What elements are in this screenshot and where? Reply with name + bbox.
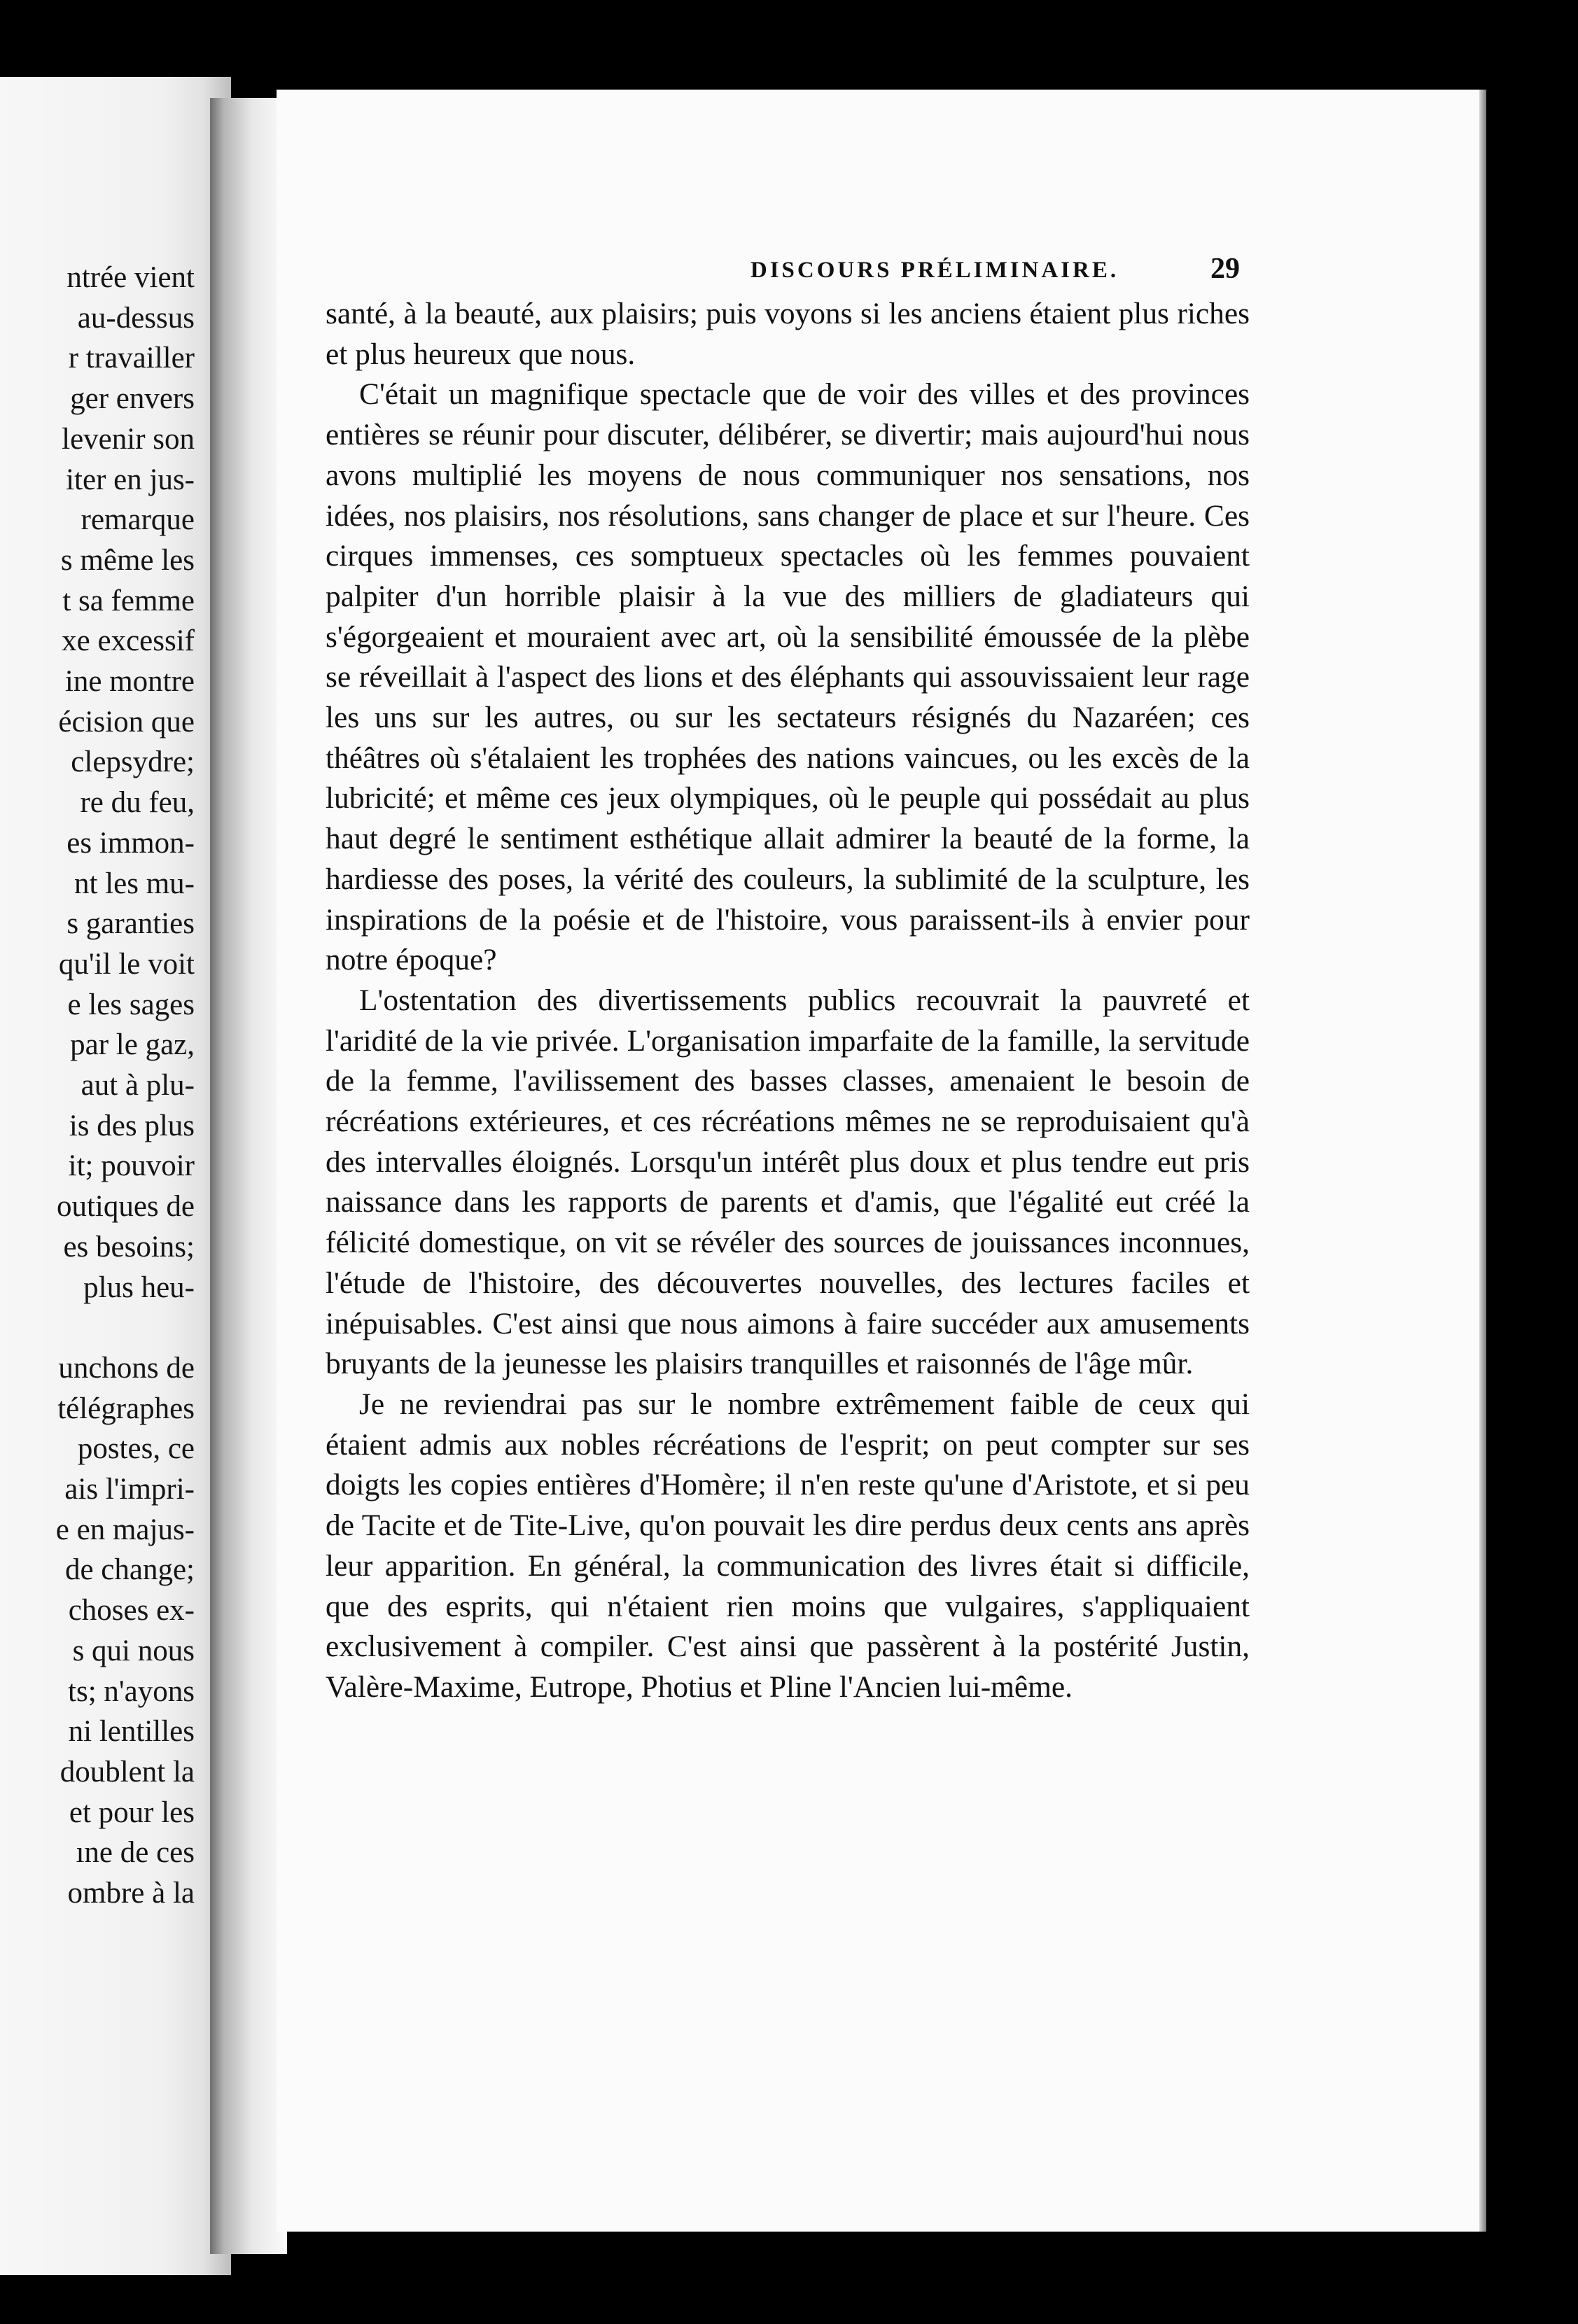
book-gutter	[210, 98, 287, 2254]
left-page-line: et pour les	[69, 1795, 195, 1829]
left-page-line: s garanties	[67, 907, 195, 941]
left-page-line: clepsydre;	[71, 746, 195, 779]
left-page-line: s même les	[60, 543, 195, 577]
page-edge	[1479, 90, 1486, 2232]
left-page-line: ni lentilles	[68, 1715, 195, 1749]
left-page-line: it; pouvoir	[68, 1149, 195, 1183]
left-page-line: e les sages	[67, 988, 195, 1021]
left-page-line: s qui nous	[72, 1634, 195, 1667]
body-text	[326, 294, 1250, 1708]
left-page-line: ts; n'ayons	[68, 1674, 195, 1708]
left-page-line: t sa femme	[62, 584, 195, 617]
left-page-line: ombre à la	[67, 1877, 195, 1910]
left-page-line: écision que	[58, 705, 195, 738]
paragraph-3: L'ostentation des divertissements publics recouvrait la pauvreté et l'aridité de la vie privée. L'organisation imparfaite de la famille, la servitude de la femme, l'avilissement des basses classes, amenaient le besoin de récréations extérieures, et ces récréations mêmes ne se reproduisaient qu'à des intervalles éloignés. Lorsqu'un intérêt plus doux et plus tendre eut pris naissance dans les rapports de parents et d'amis, que l'égalité eut créé la félicité domestique, on vit se révéler des sources de jouissances inconnues, l'étude de l'histoire, des découvertes nouvelles, des lectures faciles et inépuisables. C'est ainsi que nous aimons à faire succéder aux amusements bruyants de la jeunesse les plaisirs tranquilles et raisonnés de l'âge mûr.	[326, 983, 1250, 1381]
left-page-line: remarque	[81, 503, 195, 537]
left-page-line: xe excessif	[62, 624, 195, 658]
paragraph-2: C'était un magnifique spectacle que de voir des villes et des provinces entières se réunir pour discuter, délibérer, se divertir; mais aujourd'hui nous avons multiplié les moyens de nous communiquer nos sensations, nos idées, nos plaisirs, nos résolutions, sans changer de place et sur l'heure. Ces cirques immenses, ces somptueux spectacles où les femmes pouvaient palpiter d'un horrible plaisir à la vue des milliers de gladiateurs qui s'égorgeaient et mouraient avec art, où la sensibilité émoussée de la plèbe se réveillait à l'aspect des lions et des éléphants qui assouvissaient leur rage les uns sur les autres, ou sur les sectateurs résignés du Nazaréen; ces théâtres où s'étalaient les trophées des nations vaincues, ou les excès de la lubricité; et même ces jeux olympiques, où le peuple qui possédait au plus haut degré le sentiment esthétique allait admirer la beauté de la forme, la hardiesse des poses, la vérité des couleurs, la sublimité de la sculpture, les inspirations de la poésie et de l'histoire, vous paraissent-ils à envier pour notre époque?	[326, 377, 1250, 977]
left-page-line: postes, ce	[77, 1432, 195, 1466]
page-number: 29	[1210, 253, 1240, 285]
left-page-line: is des plus	[69, 1109, 195, 1142]
left-page-line: au-dessus	[77, 301, 195, 335]
left-page-line: ntrée vient	[67, 261, 195, 294]
left-page-line: de change;	[64, 1553, 195, 1587]
left-page-line: qu'il le voit	[58, 947, 195, 981]
left-page-line: ger envers	[70, 382, 195, 416]
left-page-line: unchons de	[58, 1351, 195, 1385]
left-page-line: ıne de ces	[76, 1836, 195, 1870]
left-page-line: doublent la	[60, 1755, 195, 1788]
left-page-line: nt les mu-	[74, 867, 195, 900]
left-page-line: plus heu-	[83, 1270, 195, 1304]
left-page-line: r travailler	[68, 342, 195, 375]
left-page-line: télégraphes	[57, 1392, 195, 1425]
left-page	[0, 77, 231, 2275]
left-page-line: ais l'impri-	[64, 1473, 195, 1506]
left-page-line: re du feu,	[80, 786, 195, 820]
left-page-line: levenir son	[62, 422, 195, 456]
paragraph-1: santé, à la beauté, aux plaisirs; puis voyons si les anciens étaient plus riches et plus heureux que nous.	[326, 297, 1250, 371]
left-page-line: es immon-	[67, 826, 195, 860]
left-page-line: outiques de	[56, 1190, 195, 1224]
right-page	[277, 90, 1481, 2232]
left-page-line: es besoins;	[63, 1230, 195, 1264]
left-page-line: aut à plu-	[81, 1069, 195, 1102]
left-page-line: iter en jus-	[66, 463, 195, 496]
left-page-line: ine montre	[64, 665, 195, 698]
left-page-line: choses ex-	[68, 1594, 195, 1628]
paragraph-4: Je ne reviendrai pas sur le nombre extrêmement faible de ceux qui étaient admis aux nobles récréations de l'esprit; on peut compter sur ses doigts les copies entières d'Homère; il n'en reste qu'une d'Aristote, et si peu de Tacite et de Tite-Live, qu'on pouvait les dire perdus deux cents ans après leur apparition. En général, la communication des livres était si difficile, que des esprits, qui n'étaient rien moins que vulgaires, s'appliquaient exclusivement à compiler. C'est ainsi que passèrent à la postérité Justin, Valère-Maxime, Eutrope, Photius et Pline l'Ancien lui-même.	[326, 1387, 1250, 1704]
running-head: DISCOURS PRÉLIMINAIRE.	[750, 258, 1119, 283]
left-page-line: par le gaz,	[70, 1028, 195, 1062]
left-page-line: e en majus-	[55, 1513, 195, 1546]
